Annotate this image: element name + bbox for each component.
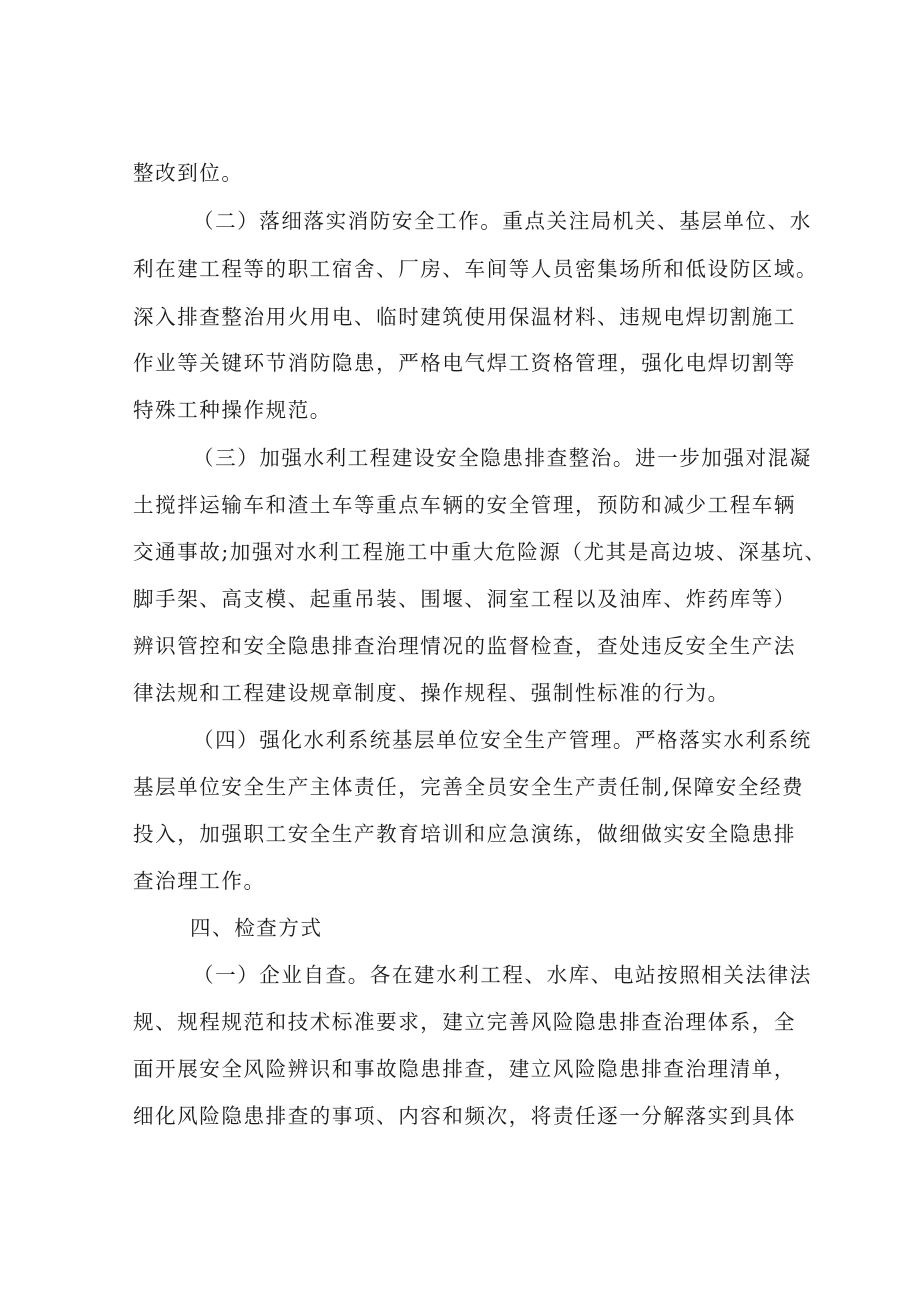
paragraph-line: 交通事故;加强对水利工程施工中重大危险源（尤其是高边坡、深基坑、 <box>133 540 827 564</box>
paragraph-line: 作业等关键环节消防隐患，严格电气焊工资格管理，强化电焊切割等 <box>133 351 796 375</box>
paragraph-line: （一）企业自查。各在建水利工程、水库、电站按照相关法律法 <box>193 963 812 987</box>
paragraph-line: 面开展安全风险辨识和事故隐患排查，建立风险隐患排查治理清单， <box>133 1057 796 1081</box>
paragraph-line: 深入排查整治用火用电、临时建筑使用保温材料、违规电焊切割施工 <box>133 305 796 329</box>
paragraph-line: 特殊工种操作规范。 <box>133 398 332 422</box>
paragraph-line: 规、规程规范和技术标准要求，建立完善风险隐患排查治理体系，全 <box>133 1010 796 1034</box>
paragraph-line: 利在建工程等的职工宿舍、厂房、车间等人员密集场所和低设防区域。 <box>133 257 819 281</box>
paragraph-line: 整改到位。 <box>133 161 244 185</box>
paragraph-line: 土搅拌运输车和渣土车等重点车辆的安全管理，预防和减少工程车辆 <box>133 493 796 517</box>
paragraph-line: 脚手架、高支模、起重吊装、围堰、洞室工程以及油库、炸药库等） <box>133 587 796 611</box>
paragraph-line: 细化风险隐患排查的事项、内容和频次，将责任逐一分解落实到具体 <box>133 1104 796 1128</box>
paragraph-line: 律法规和工程建设规章制度、操作规程、强制性标准的行为。 <box>133 681 730 705</box>
paragraph-line: 投入，加强职工安全生产教育培训和应急演练，做细做实安全隐患排 <box>133 822 796 846</box>
paragraph-line: （二）落细落实消防安全工作。重点关注局机关、基层单位、水 <box>193 209 812 233</box>
section-heading: 四、检查方式 <box>190 916 323 940</box>
paragraph-line: 基层单位安全生产主体责任，完善全员安全生产责任制,保障安全经费 <box>133 775 805 799</box>
paragraph-line: （三）加强水利工程建设安全隐患排查整治。进一步加强对混凝 <box>193 446 812 470</box>
paragraph-line: 查治理工作。 <box>133 869 266 893</box>
paragraph-line: （四）强化水利系统基层单位安全生产管理。严格落实水利系统 <box>193 728 812 752</box>
paragraph-line: 辨识管控和安全隐患排查治理情况的监督检查，查处违反安全生产法 <box>133 634 796 658</box>
